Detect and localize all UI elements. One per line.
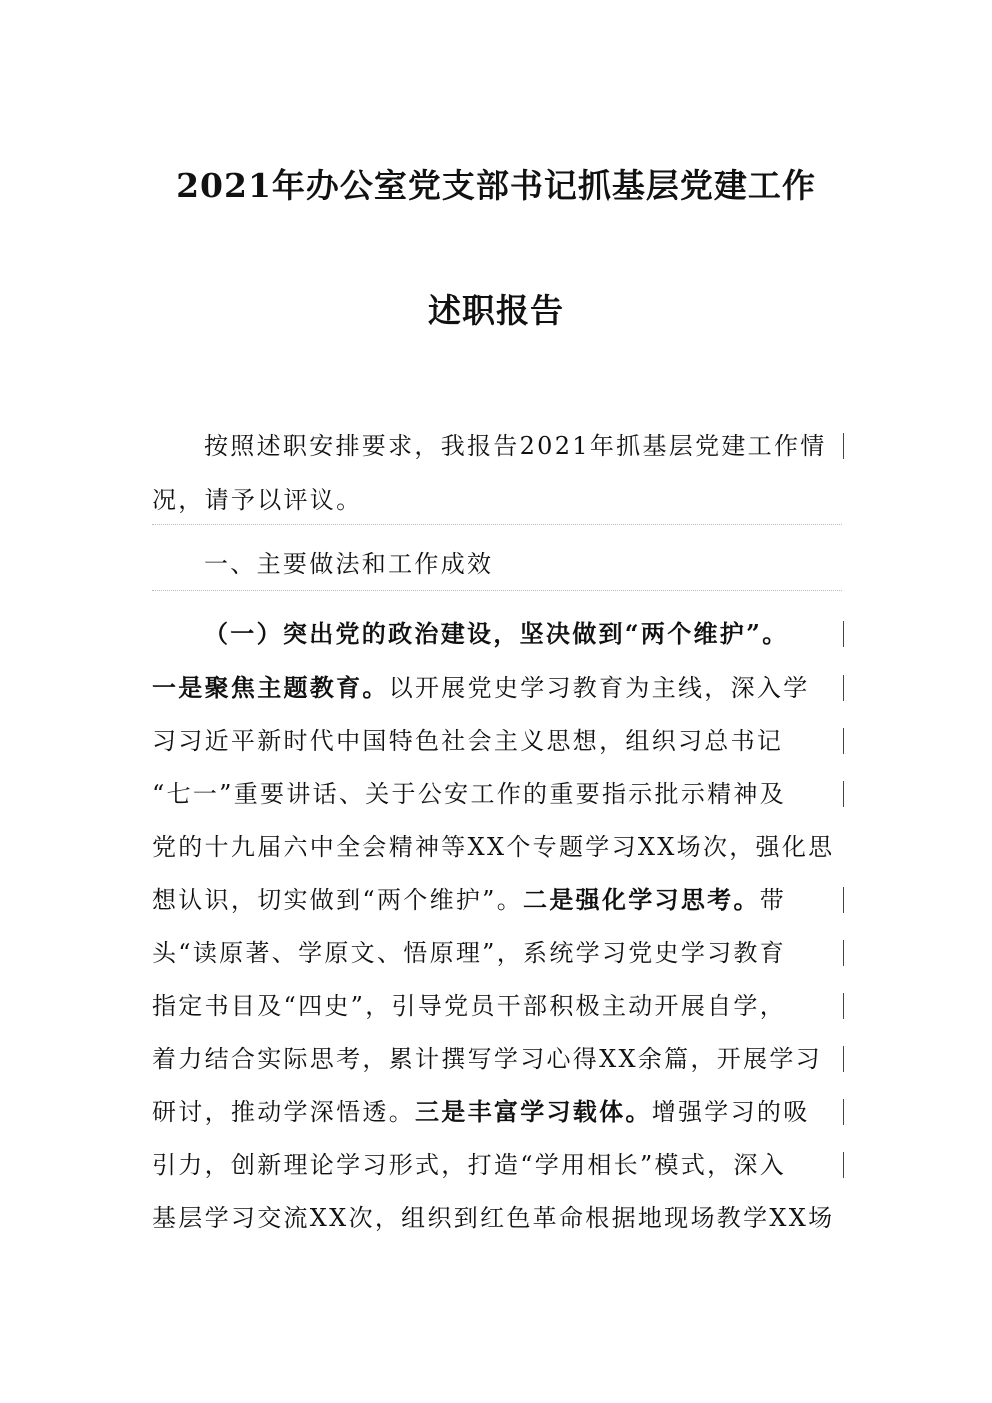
key-point-3: 三是丰富学习载体。 [415, 1097, 652, 1126]
text-cursor-marker [843, 1099, 844, 1125]
key-point-2: 二是强化学习思考。 [523, 885, 760, 914]
text-cursor-marker [843, 1152, 844, 1178]
text-cursor-marker [843, 887, 844, 913]
body-line [152, 1097, 842, 1127]
text-cursor-marker [843, 728, 844, 754]
subsection-heading: （一）突出党的政治建设，坚决做到“两个维护”。 [204, 619, 789, 648]
intro-paragraph-line-2: 况，请予以评议。 [152, 486, 363, 514]
text-cursor-marker [843, 940, 844, 966]
text-cursor-marker [843, 781, 844, 807]
body-text: 以开展党史学习教育为主线，深入学 [388, 674, 810, 702]
body-line: 党的十九届六中全会精神等XX个专题学习XX场次，强化思 [152, 833, 835, 861]
body-text: 增强学习的吸 [651, 1098, 810, 1126]
body-text: 想认识，切实做到“两个维护”。 [152, 886, 524, 914]
body-line: 着力结合实际思考，累计撰写学习心得XX余篇，开展学习 [152, 1045, 822, 1073]
section-heading: 一、主要做法和工作成效 [204, 550, 494, 578]
text-cursor-marker [843, 993, 844, 1019]
document-title-line-2: 述职报告 [428, 291, 564, 330]
intro-paragraph-line-1: 按照述职安排要求，我报告2021年抓基层党建工作情 [204, 432, 827, 460]
paragraph-separator [152, 590, 842, 591]
paragraph-separator [152, 524, 842, 525]
body-text: 带 [759, 886, 787, 914]
body-line: 指定书目及“四史”，引导党员干部积极主动开展自学， [152, 992, 787, 1020]
text-cursor-marker [843, 1046, 844, 1072]
body-line [152, 673, 842, 703]
document-title-line-1: 2021年办公室党支部书记抓基层党建工作 [176, 166, 816, 205]
body-text: 研讨，推动学深悟透。 [152, 1098, 415, 1126]
body-line: 习习近平新时代中国特色社会主义思想，组织习总书记 [152, 727, 784, 755]
body-line: 头“读原著、学原文、悟原理”，系统学习党史学习教育 [152, 939, 787, 967]
key-point-1: 一是聚焦主题教育。 [152, 673, 389, 702]
text-cursor-marker [843, 433, 844, 459]
body-line: “七一”重要讲话、关于公安工作的重要指示批示精神及 [152, 780, 787, 808]
text-cursor-marker [843, 675, 844, 701]
body-line: 引力，创新理论学习形式，打造“学用相长”模式，深入 [152, 1151, 787, 1179]
body-line [152, 885, 842, 915]
body-line: 基层学习交流XX次，组织到红色革命根据地现场教学XX场 [152, 1204, 835, 1232]
text-cursor-marker [843, 621, 844, 647]
